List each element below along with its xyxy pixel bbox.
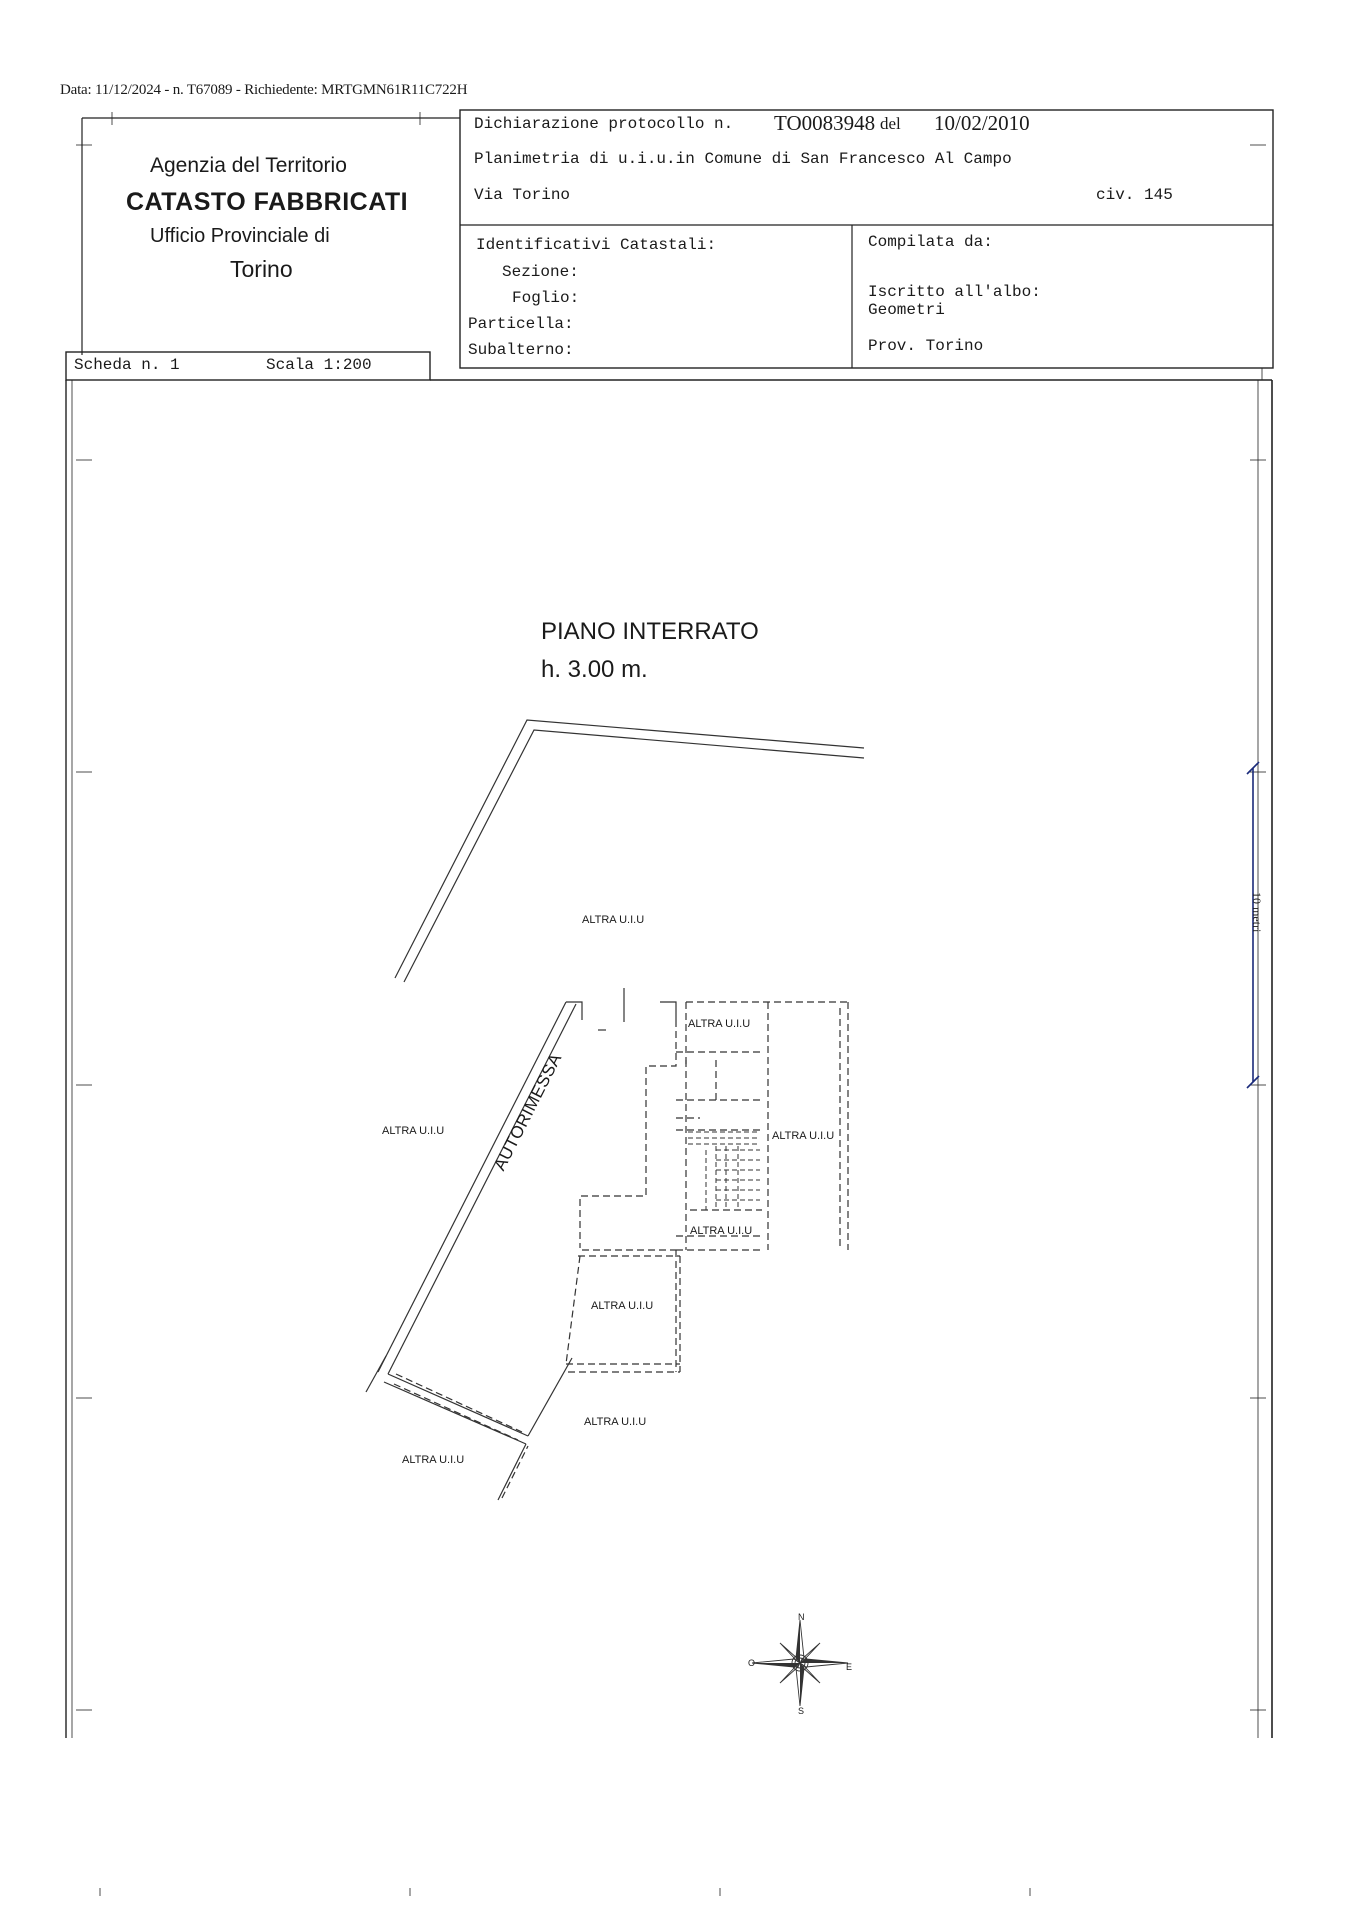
compiler-province: Prov. Torino [868,337,984,355]
sezione-label: Sezione: [502,263,579,281]
street-address: Via Torino [474,186,571,204]
scale-bar-label: 10 metri [1250,892,1264,933]
other-unit-label: ALTRA U.I.U [402,1454,465,1466]
declaration-prefix: Dichiarazione protocollo n. [474,115,734,133]
compass-rose-icon [750,1618,853,1708]
foglio-label: Foglio: [512,289,580,307]
civic-number: civ. 145 [1096,186,1173,204]
scale-label: Scala 1:200 [266,356,372,374]
identifiers-title: Identificativi Catastali: [476,236,717,254]
other-unit-label: ALTRA U.I.U [688,1018,751,1030]
compiler-title: Compilata da: [868,233,993,251]
registered-label: Iscritto all'albo: [868,283,1041,301]
compass-north-label: N [798,1612,805,1622]
province-name: Torino [230,256,293,282]
agency-name: Agenzia del Territorio [150,154,347,177]
print-header: Data: 11/12/2024 - n. T67089 - Richiedente: MRTGMN61R11C722H [60,82,468,98]
plan-description: Planimetria di u.i.u.in Comune di San Francesco Al Campo [474,150,1012,168]
compass-east-label: E [846,1662,853,1672]
other-unit-label: ALTRA U.I.U [382,1125,445,1137]
other-unit-label: ALTRA U.I.U [582,914,645,926]
date-prefix: del [880,114,901,133]
subalterno-label: Subalterno: [468,341,574,359]
declaration-date: 10/02/2010 [934,111,1030,135]
compass-south-label: S [798,1706,805,1716]
other-unit-label: ALTRA U.I.U [772,1130,835,1142]
particella-label: Particella: [468,315,574,333]
other-unit-label: ALTRA U.I.U [584,1416,647,1428]
profession-label: Geometri [868,301,945,319]
floor-title: PIANO INTERRATO [541,618,759,645]
office-label: Ufficio Provinciale di [150,225,330,247]
garage-label: AUTORIMESSA [490,1050,566,1174]
scheda-number: Scheda n. 1 [74,356,180,374]
floor-height: h. 3.00 m. [541,656,648,683]
protocol-number: TO0083948 [774,111,876,135]
compass-west-label: O [748,1658,756,1668]
catasto-title: CATASTO FABBRICATI [126,188,409,216]
other-unit-label: ALTRA U.I.U [591,1300,654,1312]
other-unit-label: ALTRA U.I.U [690,1225,753,1237]
